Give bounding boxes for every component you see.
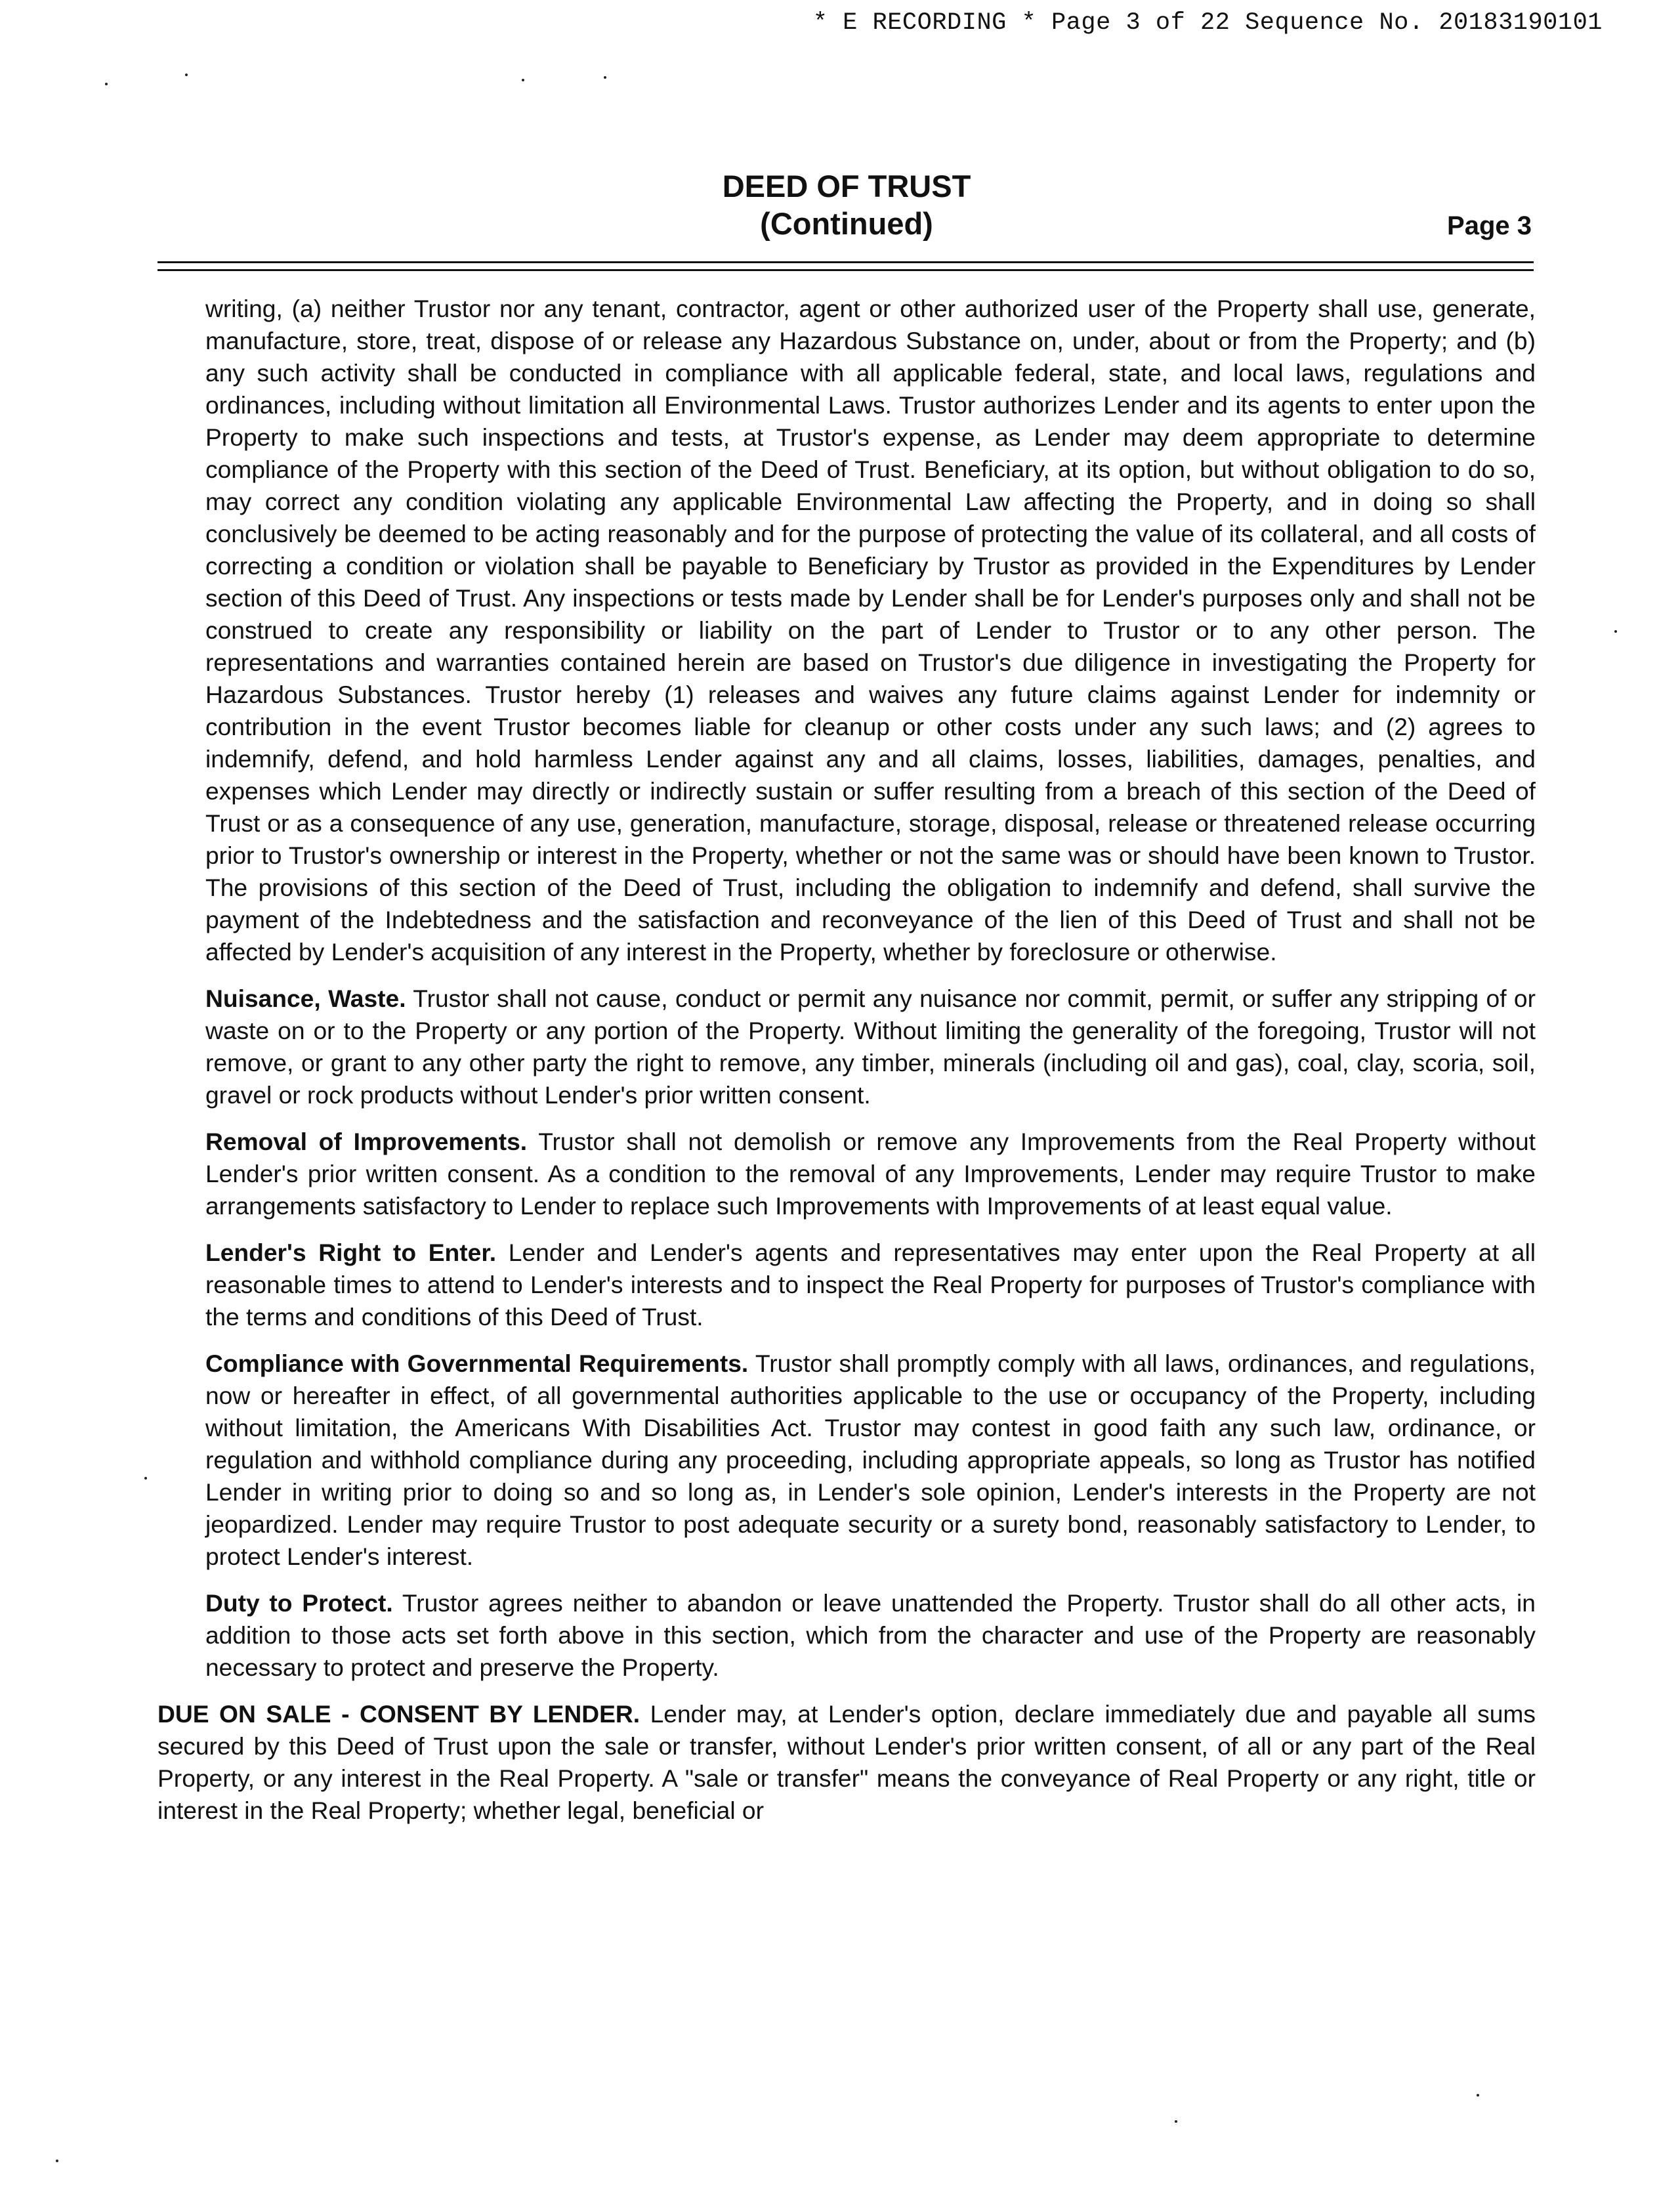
scan-speck (1477, 2094, 1479, 2097)
paragraph-text: Lender and Lender's agents and representatives may enter upon the Real Property at all reasonable times to attend to Lender's interests and to inspect the Real Property for purposes of Trustor's compliance with the terms and conditions of this Deed of Trust. (205, 1239, 1536, 1331)
paragraph-text: Trustor shall not demolish or remove any Improvements from the Real Property without Lender's prior written consent. As a condition to the removal of any Improvements, Lender may require Trustor to make arrangements satisfactory to Lender to replace such Improvements with Improvements of at least equal value. (205, 1128, 1536, 1220)
paragraph-heading: Nuisance, Waste. (205, 985, 406, 1012)
paragraph-heading: Duty to Protect. (205, 1589, 393, 1617)
paragraph-heading: Lender's Right to Enter. (205, 1239, 497, 1266)
scan-speck (105, 83, 108, 85)
paragraph-hazardous-substances (205, 293, 1536, 968)
paragraph-heading: DUE ON SALE - CONSENT BY LENDER. (158, 1700, 640, 1728)
page-label: Page 3 (1447, 211, 1532, 240)
paragraph-duty-to-protect (205, 1587, 1536, 1684)
paragraph-governmental-requirements (205, 1348, 1536, 1573)
scan-speck (185, 74, 188, 76)
header-rule-bottom (158, 269, 1534, 271)
scan-speck (1614, 630, 1617, 633)
paragraph-text: Lender may, at Lender's option, declare immediately due and payable all sums secured by this Deed of Trust upon the sale or transfer, without Lender's prior written consent, of all or any part of the Real Property, or any interest in the Real Property. A "sale or transfer" means the conveyance of Real Property or any right, title or interest in the Real Property; whether legal, beneficial or (158, 1700, 1536, 1824)
scan-speck (56, 2160, 58, 2162)
paragraph-text: Trustor shall promptly comply with all laws, ordinances, and regulations, now or hereafter in effect, of all governmental authorities applicable to the use or occupancy of the Property, including without limitation, the Americans With Disabilities Act. Trustor may contest in good faith any such law, ordinance, or regulation and withhold compliance during any proceeding, including appropriate appeals, so long as Trustor has notified Lender in writing prior to doing so and so long as, in Lender's sole opinion, Lender's interests in the Property are not jeopardized. Lender may require Trustor to post adequate security or a surety bond, reasonably satisfactory to Lender, to protect Lender's interest. (205, 1350, 1536, 1570)
paragraph-text: writing, (a) neither Trustor nor any tenant, contractor, agent or other authorized user of the Property shall use, generate, manufacture, store, treat, dispose of or release any Hazardous Substance on, under, about or from the Property; and (b) any such activity shall be conducted in compliance with all applicable federal, state, and local laws, regulations and ordinances, including without limitation all Environmental Laws. Trustor authorizes Lender and its agents to enter upon the Property to make such inspections and tests, at Trustor's expense, as Lender may deem appropriate to determine compliance of the Property with this section of the Deed of Trust. Beneficiary, at its option, but without obligation to do so, may correct any condition violating any applicable Environmental Law affecting the Property, and in doing so shall conclusively be deemed to be acting reasonably and for the purpose of protecting the value of its collateral, and all costs of correcting a condition or violation shall be payable to Beneficiary by Trustor as provided in the Expenditures by Lender section of this Deed of Trust. Any inspections or tests made by Lender shall be for Lender's purposes only and shall not be construed to create any responsibility or liability on the part of Lender to Trustor or to any other person. The representations and warranties contained herein are based on Trustor's due diligence in investigating the Property for Hazardous Substances. Trustor hereby (1) releases and waives any future claims against Lender for indemnity or contribution in the event Trustor becomes liable for cleanup or other costs under any such laws; and (2) agrees to indemnify, defend, and hold harmless Lender against any and all claims, losses, liabilities, damages, penalties, and expenses which Lender may directly or indirectly sustain or suffer resulting from a breach of this section of the Deed of Trust or as a consequence of any use, generation, manufacture, storage, disposal, release or threatened release occurring prior to Trustor's ownership or interest in the Property, whether or not the same was or should have been known to Trustor. The provisions of this section of the Deed of Trust, including the obligation to indemnify and defend, shall survive the payment of the Indebtedness and the satisfaction and reconveyance of the lien of this Deed of Trust and shall not be affected by Lender's acquisition of any interest in the Property, whether by foreclosure or otherwise. (205, 295, 1536, 966)
document-body (158, 293, 1536, 1841)
recording-stamp: * E RECORDING * Page 3 of 22 Sequence No. 20183190101 (812, 9, 1603, 37)
paragraph-text: Trustor agrees neither to abandon or leave unattended the Property. Trustor shall do all other acts, in addition to those acts set forth above in this section, which from the character and use of the Property are reasonably necessary to protect and preserve the Property. (205, 1589, 1536, 1681)
paragraph-heading: Compliance with Governmental Requirements. (205, 1350, 749, 1377)
document-title: DEED OF TRUST (722, 169, 971, 203)
paragraph-lenders-right-to-enter (205, 1237, 1536, 1333)
scan-speck (1175, 2120, 1177, 2123)
paragraph-due-on-sale (158, 1698, 1536, 1827)
header-rule-top (158, 261, 1534, 263)
document-subtitle: (Continued) (760, 206, 933, 241)
paragraph-heading: Removal of Improvements. (205, 1128, 528, 1155)
paragraph-text: Trustor shall not cause, conduct or permit any nuisance nor commit, permit, or suffer any stripping of or waste on or to the Property or any portion of the Property. Without limiting the generality of the foregoing, Trustor will not remove, or grant to any other party the right to remove, any timber, minerals (including oil and gas), coal, clay, scoria, soil, gravel or rock products without Lender's prior written consent. (205, 985, 1536, 1109)
scan-speck (522, 79, 524, 81)
paragraph-removal-of-improvements (205, 1126, 1536, 1222)
paragraph-nuisance-waste (205, 983, 1536, 1111)
scan-speck (144, 1477, 147, 1480)
scan-speck (604, 76, 606, 79)
